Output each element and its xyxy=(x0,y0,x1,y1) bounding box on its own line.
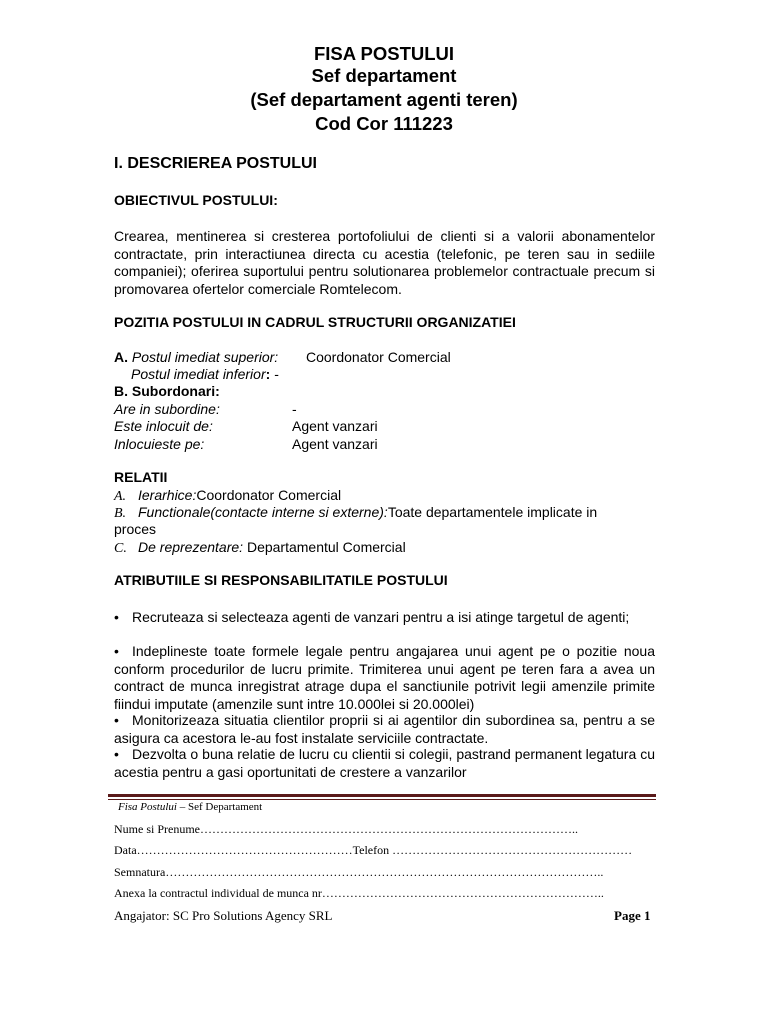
duty-text: Monitorizeaza situatia clientilor proprii si ai agentilor din subordinea sa, pentru a se asigura ca acestora le-au fost instalate serviciile contractate. xyxy=(114,712,655,746)
sub-row-value: Agent vanzari xyxy=(292,436,378,452)
relation-label: Ierarhice: xyxy=(138,487,197,503)
footer-divider xyxy=(108,794,656,797)
duty-item xyxy=(114,609,655,627)
relation-value: Coordonator Comercial xyxy=(196,487,342,503)
annex-field[interactable]: Anexa la contractul individual de munca nr…………………………………………………………….. xyxy=(114,886,604,900)
document-subtitle: Sef departament xyxy=(311,65,457,86)
duty-item xyxy=(114,712,655,747)
duty-text: Indeplineste toate formele legale pentru angajarea unui agent pe o pozitie noua conform procedurilor de lucru primite. Trimiterea unui agent pe teren fara a avea un contract de munca inregistrat atrage dupa el sanctiunile potrivit legii amenzile primite fiindui imputate (amenzile sunt intre 10.000lei si 20.000lei) xyxy=(114,643,655,712)
superior-letter: A. xyxy=(114,349,128,365)
superior-row xyxy=(114,349,451,366)
date-phone-field[interactable]: Data………………………………………………Telefon …………………………………………………… xyxy=(114,843,633,857)
sub-row xyxy=(114,436,204,453)
relation-item xyxy=(114,504,597,522)
footer-doc-label-italic: Fisa Postului xyxy=(118,801,177,813)
signature-field[interactable]: Semnatura……………………………………………………………………………………………….. xyxy=(114,865,604,879)
superior-value: Coordonator Comercial xyxy=(306,349,451,365)
footer-divider-thin xyxy=(108,799,656,800)
sub-row xyxy=(114,401,220,418)
sub-row xyxy=(114,418,213,435)
employer-label: Angajator: SC Pro Solutions Agency SRL xyxy=(114,908,333,923)
relation-label: Functionale(contacte interne si externe): xyxy=(138,504,388,520)
document-code: Cod Cor 111223 xyxy=(315,113,453,134)
bullet-icon: • xyxy=(114,712,119,728)
relation-value: Departamentul Comercial xyxy=(243,539,406,555)
document-subtitle-detail: (Sef departament agenti teren) xyxy=(250,89,518,110)
document-title: FISA POSTULUI xyxy=(313,43,455,64)
sub-row-value: - xyxy=(292,401,297,417)
inferior-colon: : xyxy=(265,366,271,382)
objective-text: Crearea, mentinerea si cresterea portofoliului de clienti si a valorii abonamentelor contractate, prin interactiunea directa cu acestia (telefonic, pe teren sau in sediile companiei); oferirea suportului pentru solutionarea problemelor contractuale precum si promovarea ofertelor comerciale Romtelecom. xyxy=(114,228,655,297)
relation-item xyxy=(114,487,341,505)
sub-row-label: Este inlocuit de: xyxy=(114,418,213,434)
page-number: Page 1 xyxy=(614,908,651,923)
relation-value: proces xyxy=(114,521,157,537)
relation-letter: B. xyxy=(114,506,127,521)
inferior-value: - xyxy=(274,366,279,382)
superior-label: Postul imediat superior: xyxy=(131,349,279,365)
relation-letter: C. xyxy=(114,541,127,556)
subordinates-heading: B. Subordonari: xyxy=(114,383,220,399)
relation-label: De reprezentare: xyxy=(138,539,244,555)
position-heading: POZITIA POSTULUI IN CADRUL STRUCTURII ORGANIZATIEI xyxy=(114,314,516,330)
duty-text: Dezvolta o buna relatie de lucru cu clientii si colegii, pastrand permanent legatura cu acestia pentru a gasi oportunitati de crestere a vanzarilor xyxy=(114,746,655,780)
duties-heading: ATRIBUTIILE SI RESPONSABILITATILE POSTULUI xyxy=(114,572,448,588)
sub-row-label: Inlocuieste pe: xyxy=(114,436,205,452)
sub-row-label: Are in subordine: xyxy=(114,401,220,417)
relation-letter: A. xyxy=(114,489,127,504)
relation-item xyxy=(114,539,406,557)
name-field[interactable]: Nume si Prenume………………………………………………………………………………….. xyxy=(114,822,578,836)
section-heading-description: I. DESCRIEREA POSTULUI xyxy=(114,155,317,172)
objective-heading: OBIECTIVUL POSTULUI: xyxy=(114,192,278,208)
relation-item xyxy=(114,521,156,538)
inferior-row xyxy=(131,366,279,383)
relations-heading: RELATII xyxy=(114,469,168,485)
bullet-icon: • xyxy=(114,609,119,625)
bullet-icon: • xyxy=(114,643,119,659)
footer-doc-label xyxy=(118,801,262,813)
bullet-icon: • xyxy=(114,746,119,762)
duty-text: Recruteaza si selecteaza agenti de vanzari pentru a isi atinge targetul de agenti; xyxy=(132,609,630,625)
inferior-label: Postul imediat inferior xyxy=(131,366,266,382)
sub-row-value: Agent vanzari xyxy=(292,418,378,434)
duty-item xyxy=(114,643,655,713)
footer-doc-label-rest: – Sef Departament xyxy=(176,801,263,813)
relation-value: Toate departamentele implicate in xyxy=(387,504,598,520)
duty-item xyxy=(114,746,655,781)
